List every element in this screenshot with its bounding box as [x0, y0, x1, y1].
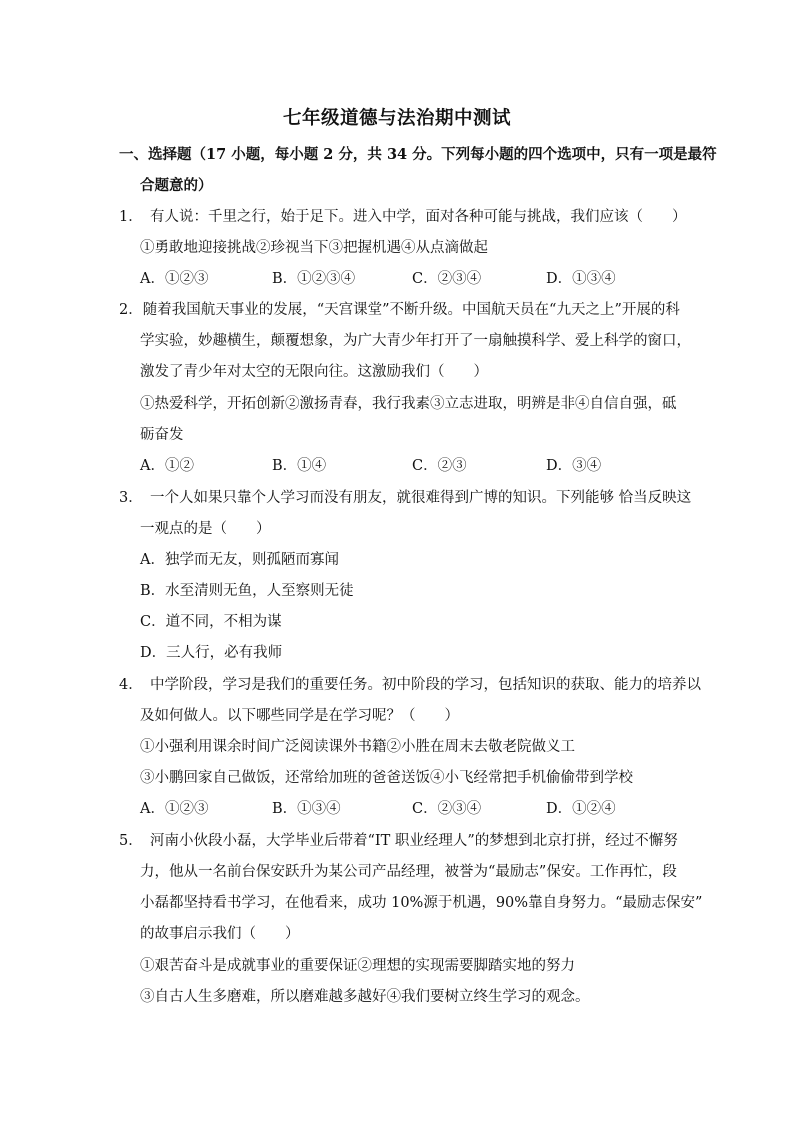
- q2-items-line2: 砺奋发: [140, 427, 184, 443]
- q4-option-d: D．①②④: [546, 801, 616, 817]
- q2-stem-line3: 激发了青少年对太空的无限向往。这激励我们（ ）: [140, 364, 488, 380]
- page-title: 七年级道德与法治期中测试: [282, 108, 511, 129]
- q4-stem-line1: 4． 中学阶段，学习是我们的重要任务。初中阶段的学习，包括知识的获取、能力的培养以: [119, 677, 701, 693]
- q3-stem-line1: 3． 一个人如果只靠个人学习而没有朋友，就很难得到广博的知识。下列能够 恰当反映这: [119, 490, 692, 506]
- q3-option-d: D．三人行，必有我师: [140, 645, 283, 661]
- q5-stem-line4: 的故事启示我们（ ）: [140, 926, 300, 942]
- q2-stem-line1: 2．随着我国航天事业的发展，“天宫课堂”不断升级。中国航天员在“九天之上”开展的科: [119, 302, 680, 318]
- q2-stem-line2: 学实验，妙趣横生，颠覆想象，为广大青少年打开了一扇触摸科学、爱上科学的窗口，: [140, 333, 691, 349]
- q1-items: ①勇敢地迎接挑战②珍视当下③把握机遇④从点滴做起: [140, 240, 488, 256]
- q3-option-c: C．道不同，不相为谋: [140, 614, 282, 630]
- q5-stem-line3: 小磊都坚持看书学习，在他看来，成功 10%源于机遇，90%靠自身努力。“最励志保安”: [140, 895, 703, 911]
- q2-option-d: D．③④: [546, 458, 602, 474]
- q1-option-a: A．①②③: [140, 271, 209, 287]
- section-header-line1: 一、选择题（17 小题，每小题 2 分，共 34 分。下列每小题的四个选项中，只有一项是最符: [119, 146, 717, 163]
- q2-option-b: B．①④: [272, 458, 327, 474]
- q5-stem-line2: 力，他从一名前台保安跃升为某公司产品经理，被誉为“最励志”保安。工作再忙，段: [140, 864, 677, 880]
- q5-items-line2: ③自古人生多磨难，所以磨难越多越好④我们要树立终生学习的观念。: [140, 989, 590, 1005]
- q3-stem-line2: 一观点的是（ ）: [140, 521, 271, 537]
- q4-items-line2: ③小鹏回家自己做饭，还常给加班的爸爸送饭④小飞经常把手机偷偷带到学校: [140, 770, 633, 786]
- q2-options: [140, 456, 660, 476]
- q1-option-b: B．①②③④: [272, 271, 356, 287]
- q3-option-a: A．独学而无友，则孤陋而寡闻: [140, 552, 339, 568]
- q2-option-a: A．①②: [140, 458, 194, 474]
- q2-option-c: C．②③: [412, 458, 467, 474]
- q5-items-line1: ①艰苦奋斗是成就事业的重要保证②理想的实现需要脚踏实地的努力: [140, 958, 575, 974]
- q1-option-d: D．①③④: [546, 271, 616, 287]
- q1-options: [140, 269, 660, 289]
- q5-stem-line1: 5． 河南小伙段小磊，大学毕业后带着“IT 职业经理人”的梦想到北京打拼，经过不懈努: [119, 833, 678, 849]
- q2-items-line1: ①热爱科学，开拓创新②激扬青春，我行我素③立志进取，明辨是非④自信自强，砥: [140, 396, 677, 412]
- q4-options: [140, 799, 660, 819]
- section-header-line2: 合题意的）: [140, 177, 213, 194]
- q4-option-c: C．②③④: [412, 801, 482, 817]
- q4-option-b: B．①③④: [272, 801, 341, 817]
- q4-stem-line2: 及如何做人。以下哪些同学是在学习呢？（ ）: [140, 708, 459, 724]
- q4-items-line1: ①小强利用课余时间广泛阅读课外书籍②小胜在周末去敬老院做义工: [140, 739, 575, 755]
- q3-option-b: B．水至清则无鱼，人至察则无徒: [140, 583, 354, 599]
- q1-stem: 1． 有人说：千里之行，始于足下。进入中学，面对各种可能与挑战，我们应该（ ）: [119, 209, 687, 225]
- q4-option-a: A．①②③: [140, 801, 209, 817]
- q1-option-c: C．②③④: [412, 271, 482, 287]
